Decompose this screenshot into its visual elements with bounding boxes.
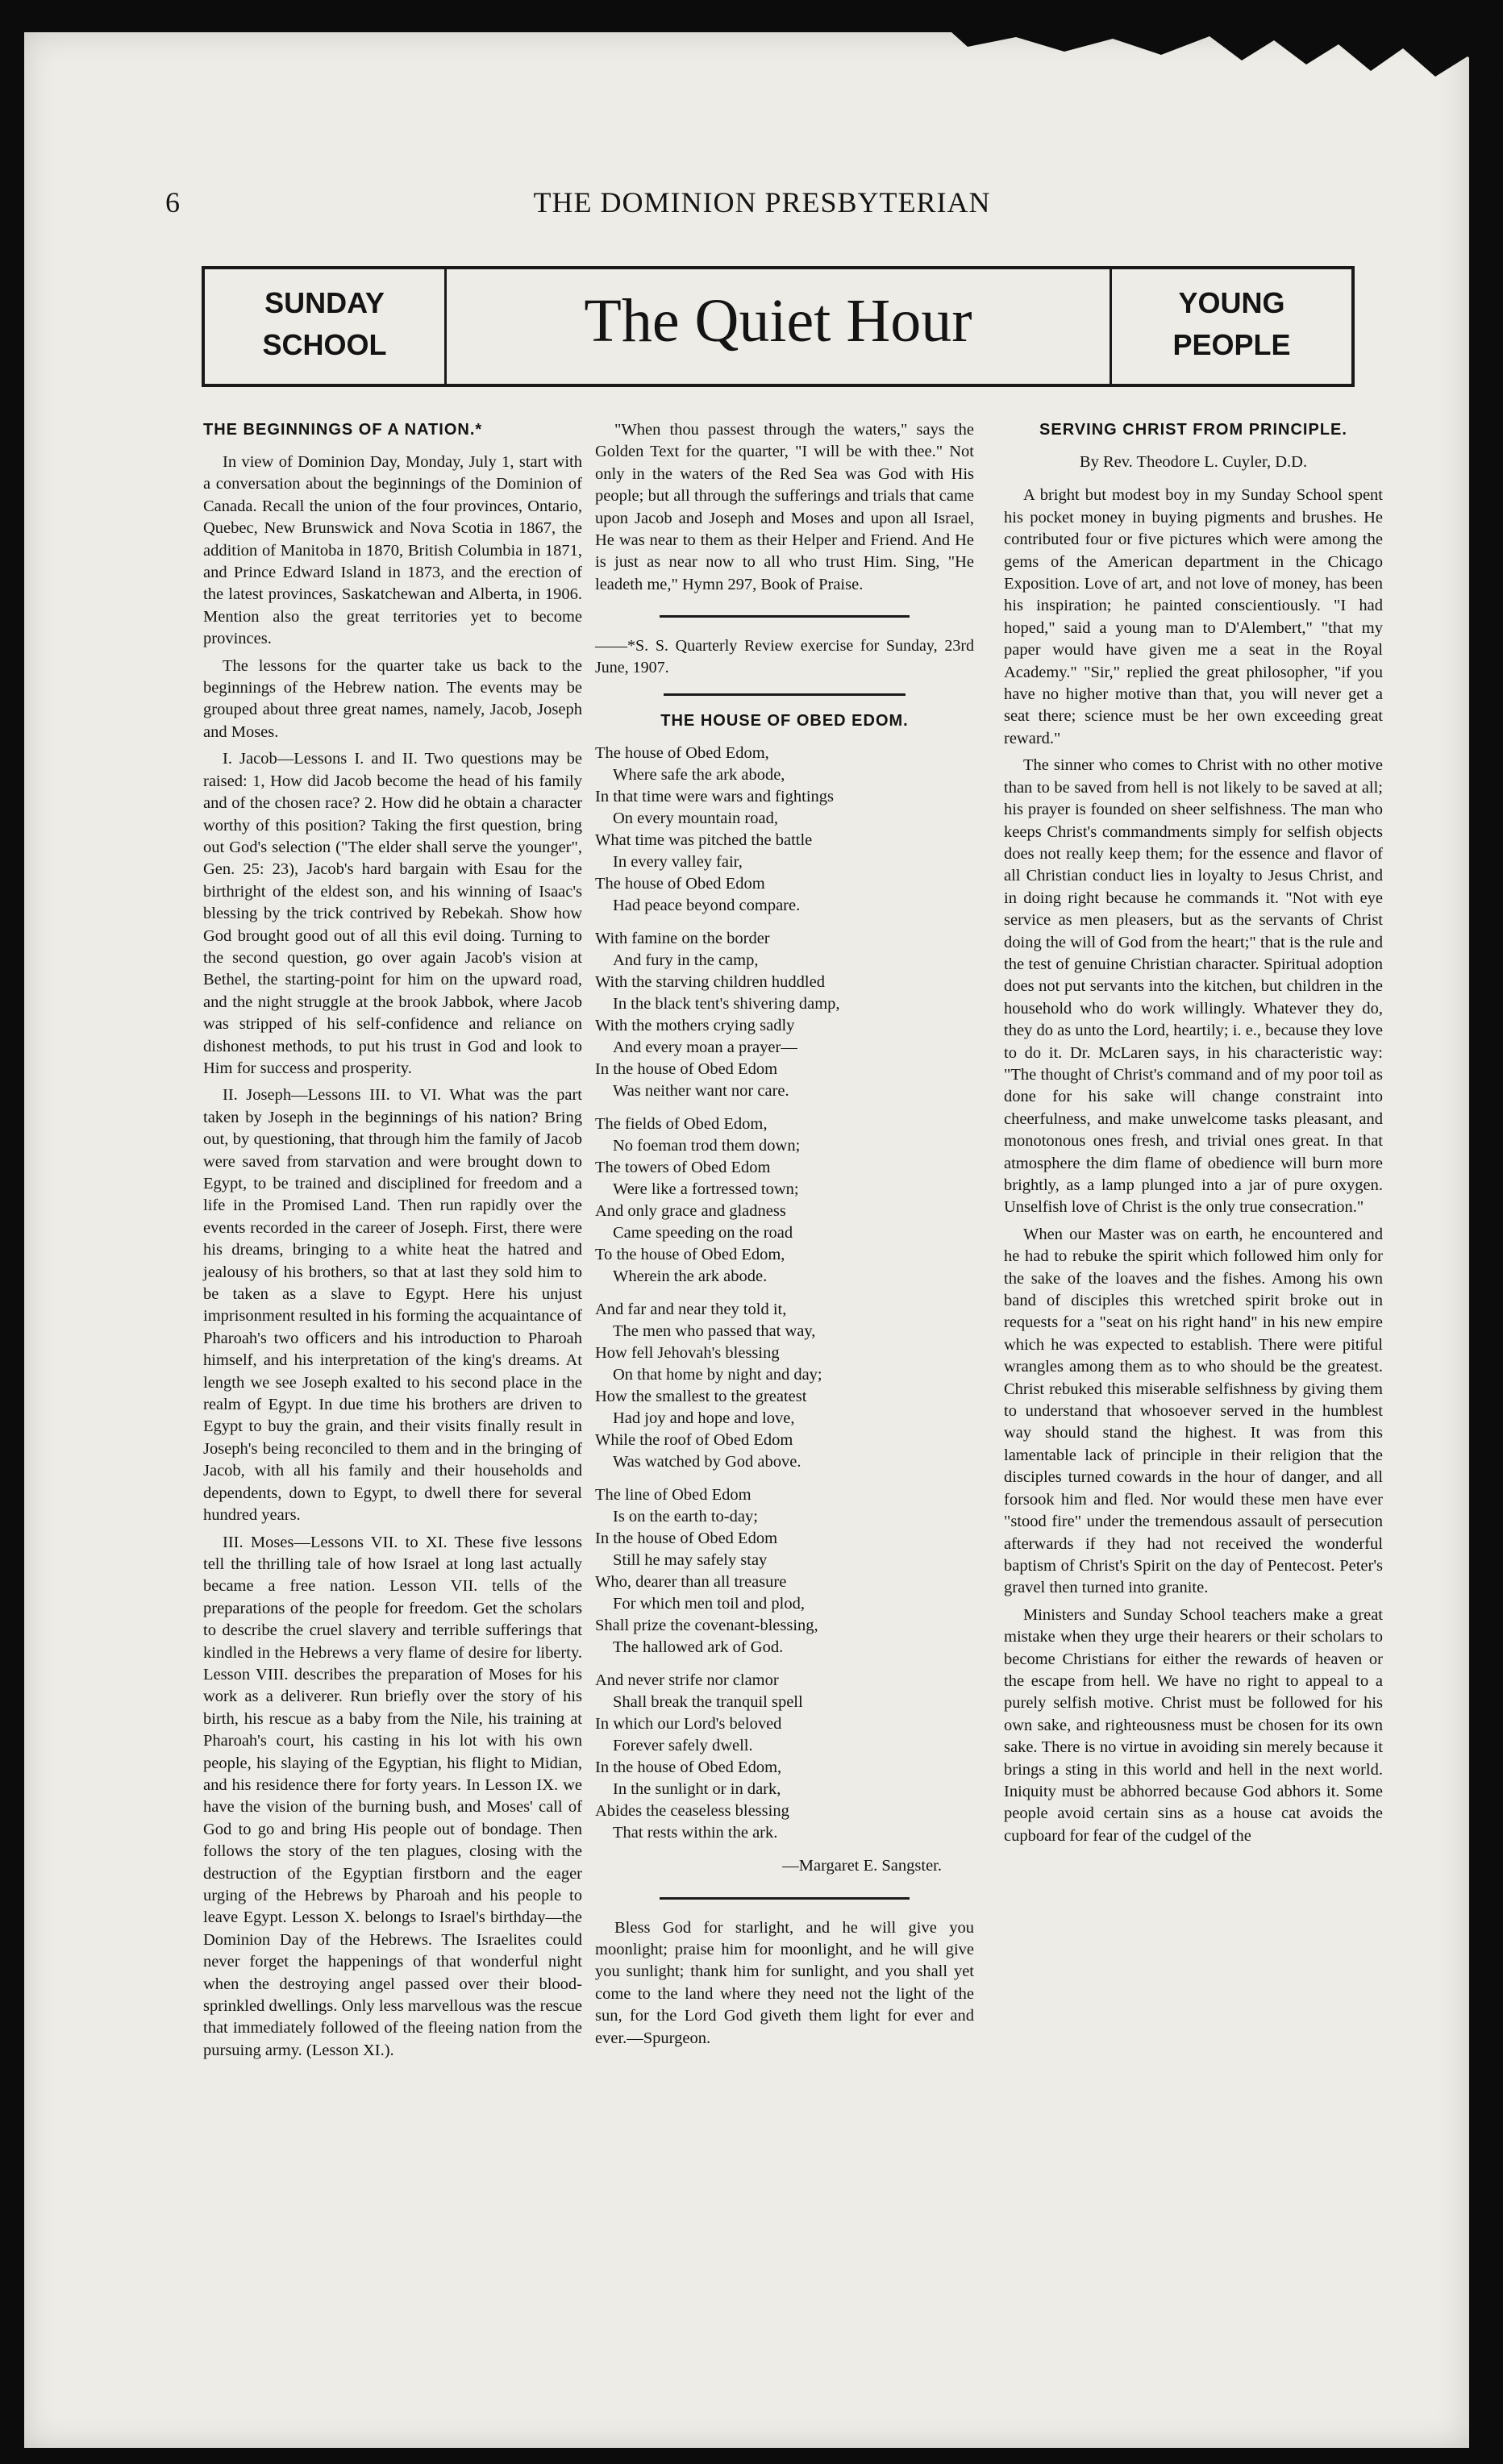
paragraph: I. Jacob—Lessons I. and II. Two questions may be raised: 1, How did Jacob become the head of his family and of the chosen race? 2. How did he obtain a character worthy of this position? Taking the first question, bring out God's selection ("The elder shall serve the younger", Gen. 25: 23), Jacob's hard bargain with Esau for the birthright of the eldest son, and his winning of Isaac's blessing by the trick contrived by Rebekah. Show how God brought good out of all this evil doing. Turning to the second question, go over again Jacob's vision at Bethel, the starting-point for him on the upward road, and the night struggle at the brook Jabbok, where Jacob was stripped of his self-confidence and reliance on dishonest methods, to put his trust in God and look to Him for success and prosperity. xyxy=(203,750,582,1077)
poem-line: In that time were wars and fightings xyxy=(595,788,835,806)
page-number: 6 xyxy=(165,186,180,219)
poem-line: In the black tent's shivering damp, xyxy=(613,995,840,1013)
poem-line: To the house of Obed Edom, xyxy=(595,1246,785,1264)
divider xyxy=(660,1897,910,1900)
banner-right-line1: YOUNG xyxy=(1178,286,1285,319)
poem-line: On every mountain road, xyxy=(613,810,778,828)
paragraph: In view of Dominion Day, Monday, July 1, start with a conversation about the beginnings of the Dominion of Canada. Recall the union of the four provinces, Ontario, Quebec, New Brunswick and Nova Scotia in 1867, the addition of Manitoba in 1870, British Columbia in 1871, and Prince Edward Island in 1873, and the erection of the latest provinces, Saskatchewan and Alberta, in 1906. Mention also the great territories yet to become provinces. xyxy=(203,453,582,648)
paragraph: III. Moses—Lessons VII. to XI. These five lessons tell the thrilling tale of how Israel at long last actually became a free nation. Lesson VII. tells of the preparations of the people for freedom. Get the scholars to describe the cruel slavery and terrible sufferings that kindled in the Hebrews a very flame of desire for liberty. Lesson VIII. describes the preparation of Moses for his work as a deliverer. Run briefly over the story of his birth, his rescue as a baby from the Nile, his training at Pharoah's court, his casting in his lot with his own people, his slaying of the Egyptian, his flight to Midian, and his residence there for forty years. In Lesson IX. we have the vision of the burning bush, and Moses' call of God to go and bring His people out of bondage. Then follows the story of the ten plagues, closing with the destruction of the Egyptian firstborn and the eager urging of the Hebrews by Pharoah and his people to leave Egypt. Lesson X. belongs to Israel's birthday—the Dominion Day of the Hebrews. The Israelites could never forget the happenings of that wonderful night when the destroying angel passed over their blood-sprinkled dwellings. Only less marvellous was the rescue that immediately followed of the fleeing nation from the pursuing army. (Lesson XI.). xyxy=(203,1533,582,2059)
section-banner xyxy=(202,266,1355,387)
stanza xyxy=(595,743,974,917)
poem-line: Still he may safely stay xyxy=(613,1551,768,1570)
paragraph: Ministers and Sunday School teachers make a great mistake when they urge their hearers or their scholars to become Christians for either the rewards of heaven or the escape from hell. We have no right to appeal to a purely selfish motive. Christ must be followed for his own sake, and righteousness must be chosen for its own sake. There is no virtue in avoiding sin merely because it brings a sting in this world and hell in the next world. Iniquity must be abhorred because God abhors it. Some people avoid certain sins as a house cat avoids the cupboard for fear of the cudgel of the xyxy=(1004,1605,1383,1845)
banner-left-line2: SCHOOL xyxy=(262,328,387,361)
stanza xyxy=(595,1113,974,1288)
publication-title: THE DOMINION PRESBYTERIAN xyxy=(533,186,991,219)
poem-line: In which our Lord's beloved xyxy=(595,1715,782,1734)
poem-line: That rests within the ark. xyxy=(613,1824,778,1842)
poem-line: In the house of Obed Edom xyxy=(595,1530,778,1548)
poem-line: On that home by night and day; xyxy=(613,1366,822,1384)
page-header xyxy=(165,185,1359,234)
poem-line: Wherein the ark abode. xyxy=(613,1267,768,1286)
poem-line: And every moan a prayer— xyxy=(613,1038,797,1057)
stanza xyxy=(595,1484,974,1659)
poem-line: Is on the earth to-day; xyxy=(613,1508,758,1526)
poem-line: The house of Obed Edom, xyxy=(595,744,769,763)
poem-line: The men who passed that way, xyxy=(613,1322,816,1341)
banner-left-line1: SUNDAY xyxy=(264,286,385,319)
poem-line: Abides the ceaseless blessing xyxy=(595,1802,789,1821)
footnote: ——*S. S. Quarterly Review exercise for Sunday, 23rd June, 1907. xyxy=(595,637,974,677)
poem-line: Had joy and hope and love, xyxy=(613,1409,795,1428)
poem-line: And far and near they told it, xyxy=(595,1301,787,1319)
stanza xyxy=(595,1670,974,1844)
poem-line: For which men toil and plod, xyxy=(613,1595,806,1613)
poem-line: With the mothers crying sadly xyxy=(595,1017,795,1035)
paragraph: When our Master was on earth, he encountered and he had to rebuke the spirit which followed him only for the sake of the loaves and the fishes. Among his own band of disciples this wretched spirit broke out in requests for a "seat on his right hand" in his new empire which he was expected to establish. There were pitiful wrangles among them as to who should be the greatest. Christ rebuked this miserable selfishness by giving them to understand that whosoever served in the humblest way should stand the highest. It was from this lamentable lack of principle in their religion that the disciples turned cowards in the hour of danger, and all forsook him and fled. Nor would these men have ever "stood fire" under the tremendous assault of persecution afterwards if they had not received the wonderful baptism of Christ's Spirit on the day of Pentecost. Peter's gravel then turned into granite. xyxy=(1004,1225,1383,1597)
poem xyxy=(595,743,974,1877)
poem-line: The towers of Obed Edom xyxy=(595,1159,771,1177)
poem-line: With famine on the border xyxy=(595,930,770,948)
poem-line: Shall prize the covenant-blessing, xyxy=(595,1617,818,1635)
poem-line: Was neither want nor care. xyxy=(613,1082,789,1101)
paragraph: A bright but modest boy in my Sunday School spent his pocket money in buying pigments and brushes. He contributed four or five pictures which were among the gems of the American department in the Chicago Exposition. Love of art, and not love of money, has been his inspiration; he painted conscientiously. "I had hoped," said a young man to D'Alembert," "that my paper would have given me a seat in the Royal Academy." "Sir," replied the great philosopher, "if you have no higher motive than that, you will never get a seat there; science must be her own exceeding great reward." xyxy=(1004,486,1383,747)
divider xyxy=(660,615,910,618)
poem-line: How the smallest to the greatest xyxy=(595,1388,807,1406)
banner-title: The Quiet Hour xyxy=(584,287,972,355)
paragraph: The sinner who comes to Christ with no other motive than to be saved from hell is not likely to be saved at all; his prayer is founded on sheer selfishness. The man who keeps Christ's commandments simply for selfish objects does not really keep them; for the essence and flavor of all Christian conduct lies in loyalty to Jesus Christ, and in doing right because he commands it. "Not with eye service as men pleasers, but as the servants of Christ doing the will of God from the heart;" that is the rule and the test of genuine Christian character. Spiritual adoption does not put servants into the kitchen, but children in the household who do work willingly. Whatever they do, they do as unto the Lord, heartily; i. e., because they love to do it. Dr. McLaren says, in his characteristic way: "The thought of Christ's command and of my poor toil as done for his sake will change constraint into cheerfulness, and make unwelcome tasks pleasant, and monotonous ones fresh, and trivial ones great. In that atmosphere the dim flame of obedience will burn more brightly, as a lamp plunged into a jar of pure oxygen. Unselfish love of Christ is the only true consecration." xyxy=(1004,756,1383,1217)
poem-line: The line of Obed Edom xyxy=(595,1486,752,1505)
poem-line: In every valley fair, xyxy=(613,853,743,872)
poem-line: The house of Obed Edom xyxy=(595,875,765,893)
poem-heading: THE HOUSE OF OBED EDOM. xyxy=(660,712,909,730)
article-heading: SERVING CHRIST FROM PRINCIPLE. xyxy=(1039,421,1347,439)
article-heading: THE BEGINNINGS OF A NATION.* xyxy=(203,421,483,439)
banner-left-box xyxy=(205,269,447,384)
poem-line: No foeman trod them down; xyxy=(613,1137,801,1155)
column-1 xyxy=(203,419,582,2062)
poem-author: —Margaret E. Sangster. xyxy=(782,1857,942,1875)
poem-line: With the starving children huddled xyxy=(595,973,825,992)
poem-line: And only grace and gladness xyxy=(595,1202,786,1221)
paragraph: "When thou passest through the waters," says the Golden Text for the quarter, "I will be with thee." Not only in the waters of the Red Sea was God with His people; but all through the sufferings and trials that came upon Jacob and Joseph and Moses and upon all Israel, He was near to them as their Helper and Friend. And He is just as near now to all who trust Him. Sing, "He leadeth me," Hymn 297, Book of Praise. xyxy=(595,421,974,593)
poem-line: Where safe the ark abode, xyxy=(613,766,785,785)
paragraph: The lessons for the quarter take us back to the beginnings of the Hebrew nation. The events may be grouped about three great names, namely, Jacob, Joseph and Moses. xyxy=(203,656,582,741)
stanza xyxy=(595,928,974,1102)
poem-line: What time was pitched the battle xyxy=(595,831,813,850)
poem-line: In the house of Obed Edom xyxy=(595,1060,778,1079)
poem-line: The hallowed ark of God. xyxy=(613,1638,784,1657)
column-3 xyxy=(1004,419,1383,1852)
paragraph: II. Joseph—Lessons III. to VI. What was the part taken by Joseph in the beginnings of his nation? Bring out, by questioning, that through him the family of Jacob were saved from starvation and were brought down to Egypt, to be trained and disciplined for freedom and a life in the Promised Land. Then run rapidly over the events recorded in the career of Joseph. First, there were his dreams, bringing to a white heat the hatred and jealousy of his brothers, so that at last they sold him to be taken as a slave to Egypt. Here his unjust imprisonment resulted in his forming the acquaintance of Pharoah's two officers and his introduction to Pharoah himself, and his interpretation of the king's dreams. At length we see Joseph exalted to his second place in the realm of Egypt. In due time his brothers are driven to Egypt to buy the grain, and their visits finally result in Joseph's being reconciled to them and in the bringing of Jacob, with all his family and their households and dependents, down to Egypt, to dwell there for several hundred years. xyxy=(203,1086,582,1525)
poem-line: And never strife nor clamor xyxy=(595,1671,779,1690)
torn-edge xyxy=(951,32,1500,89)
poem-line: Were like a fortressed town; xyxy=(613,1180,799,1199)
poem-line: In the sunlight or in dark, xyxy=(613,1780,781,1799)
poem-line: Forever safely dwell. xyxy=(613,1737,753,1755)
banner-right-line2: PEOPLE xyxy=(1172,328,1291,361)
byline: By Rev. Theodore L. Cuyler, D.D. xyxy=(1079,453,1308,471)
column-2 xyxy=(595,419,974,2054)
poem-line: Shall break the tranquil spell xyxy=(613,1693,803,1712)
poem-line: In the house of Obed Edom, xyxy=(595,1759,782,1777)
poem-line: While the roof of Obed Edom xyxy=(595,1431,793,1450)
poem-line: Had peace beyond compare. xyxy=(613,897,801,915)
banner-right-box xyxy=(1110,269,1351,384)
poem-line: The fields of Obed Edom, xyxy=(595,1115,768,1134)
stanza xyxy=(595,1299,974,1473)
poem-line: Was watched by God above. xyxy=(613,1453,801,1471)
poem-line: Who, dearer than all treasure xyxy=(595,1573,787,1592)
newspaper-page xyxy=(24,32,1469,2448)
poem-line: And fury in the camp, xyxy=(613,951,759,970)
quote-paragraph: Bless God for starlight, and he will give you moonlight; praise him for moonlight, and he will give you sunlight; thank him for sunlight, and you shall yet come to the land where they need not the light of the sun, for the Lord God giveth them light for ever and ever.—Spurgeon. xyxy=(595,1918,974,2047)
poem-line: How fell Jehovah's blessing xyxy=(595,1344,780,1363)
divider xyxy=(664,693,906,696)
poem-line: Came speeding on the road xyxy=(613,1224,793,1242)
